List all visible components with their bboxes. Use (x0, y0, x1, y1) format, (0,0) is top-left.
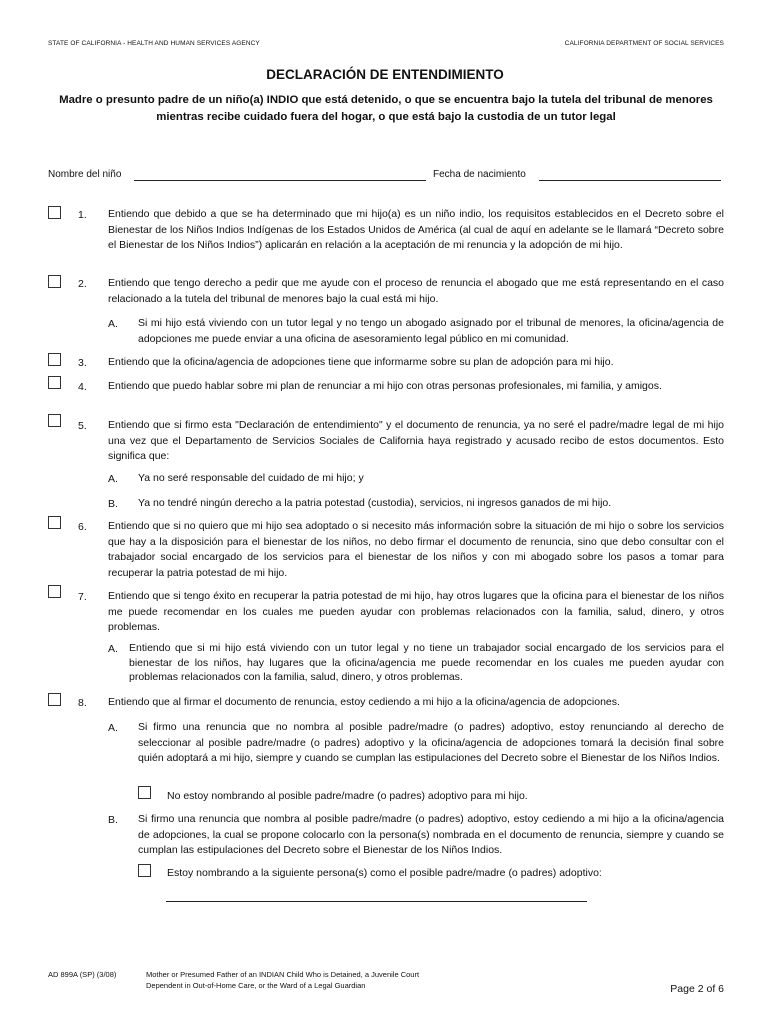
birth-date-field[interactable] (539, 169, 721, 181)
item-1-text: Entiendo que debido a que se ha determinado que mi hijo(a) es un niño indio, los requisitos establecidos en el Decreto sobre el Bienestar de los Niños Indios Indígenas de los Estados Unidos de América (al cual de aquí en adelante se le llamará “Decreto sobre el Bienestar de los Niños Indios”) aplicarán en relación a la aceptación de mi renuncia y la adopción de mi hijo. (108, 208, 724, 252)
item-4-text: Entiendo que puedo hablar sobre mi plan de renunciar a mi hijo con otras personas profesionales, mi familia, y amigos. (108, 380, 662, 392)
item-4-number: 4. (78, 381, 87, 393)
item-8-number: 8. (78, 697, 87, 709)
item-1-number: 1. (78, 209, 87, 221)
item-5-number: 5. (78, 420, 87, 432)
item-7-checkbox[interactable] (48, 585, 61, 598)
item-8b-text: Si firmo una renuncia que nombra al posible padre/madre (o padres) adoptivo, estoy cediendo a mi hijo a la oficina/agencia de adopciones, la cual se propone colocarlo con la persona(s) nombrada en el documento de renuncia, siempre y cuando se cumplan las estipulaciones del Decreto sobre el Bienestar de los Niños Indios. (138, 813, 724, 857)
item-2a-text: Si mi hijo está viviendo con un tutor legal y no tengo un abogado asignado por el tribunal de menores, la oficina/agencia de adopciones me puede enviar a una oficina de asesoramiento legal público en mi comunidad. (138, 317, 724, 345)
item-5b-letter: B. (108, 498, 118, 510)
no-adoptive-parent-checkbox[interactable] (138, 786, 151, 799)
item-7-text: Entiendo que si tengo éxito en recuperar la patria potestad de mi hijo, hay otros lugares que la oficina para el bienestar de los niños me puede recomendar en los cuales me pueden ayudar con problemas relacionados con la familia, salud, dinero, y otros problemas. (108, 590, 724, 634)
item-6-checkbox[interactable] (48, 516, 61, 529)
item-6-text: Entiendo que si no quiero que mi hijo sea adoptado o si necesito más información sobre la situación de mi hijo o sobre los servicios que hay a la disposición para el bienestar de los niños, no debo firmar el documento de renuncia, sino que debo consultar con el trabajador social encargado de los servicios para el bienestar de los niños y con mi abogado sobre los pasos a tomar para recuperar la patria potestad de mi hijo. (108, 520, 724, 580)
agency-header: STATE OF CALIFORNIA - HEALTH AND HUMAN SERVICES AGENCY (48, 40, 260, 47)
item-5a-text: Ya no seré responsable del cuidado de mi hijo; y (138, 472, 364, 484)
form-description-line1: Mother or Presumed Father of an INDIAN Child Who is Detained, a Juvenile Court (146, 970, 420, 979)
item-8a-letter: A. (108, 722, 118, 734)
item-8-text: Entiendo que al firmar el documento de renuncia, estoy cediendo a mi hijo a la oficina/agencia de adopciones. (108, 696, 620, 708)
item-5-text: Entiendo que si firmo esta "Declaración de entendimiento" y el documento de renuncia, ya no seré el padre/madre legal de mi hijo una vez que el Departamento de Servicios Sociales de California haya registrado y acusado recibo de estos documentos. Esto significa que: (108, 419, 724, 463)
item-7a-letter: A. (108, 643, 118, 655)
item-3-checkbox[interactable] (48, 353, 61, 366)
item-8-checkbox[interactable] (48, 693, 61, 706)
item-5b-text: Ya no tendré ningún derecho a la patria potestad (custodia), servicios, ni ingresos ganados de mi hijo. (138, 497, 612, 509)
item-1-checkbox[interactable] (48, 206, 61, 219)
item-2a-letter: A. (108, 318, 118, 330)
adoptive-parent-name-field[interactable] (166, 890, 587, 902)
birth-date-label: Fecha de nacimiento (433, 169, 526, 180)
child-name-label: Nombre del niño (48, 169, 122, 180)
department-header: CALIFORNIA DEPARTMENT OF SOCIAL SERVICES (564, 40, 724, 47)
item-3-number: 3. (78, 357, 87, 369)
page-subtitle: Madre o presunto padre de un niño(a) INDIO que está detenido, o que se encuentra bajo la tutela del tribunal de menores mientras recibe cuidado fuera del hogar, o que está bajo la custodia de un tutor legal (59, 94, 713, 123)
item-4-checkbox[interactable] (48, 376, 61, 389)
item-5a-letter: A. (108, 473, 118, 485)
item-8b-letter: B. (108, 814, 118, 826)
item-2-checkbox[interactable] (48, 275, 61, 288)
no-adoptive-parent-text: No estoy nombrando al posible padre/madre (o padres) adoptivo para mi hijo. (167, 790, 528, 802)
item-7-number: 7. (78, 591, 87, 603)
item-5-checkbox[interactable] (48, 414, 61, 427)
form-description-line2: Dependent in Out-of-Home Care, or the Ward of a Legal Guardian (146, 981, 366, 990)
child-name-field[interactable] (134, 169, 426, 181)
item-2-text: Entiendo que tengo derecho a pedir que me ayude con el proceso de renuncia el abogado que me está representando en el caso relacionado a la tutela del tribunal de menores bajo la cual está mi hijo. (108, 277, 724, 305)
item-3-text: Entiendo que la oficina/agencia de adopciones tiene que informarme sobre su plan de adopción para mi hijo. (108, 356, 614, 368)
naming-adoptive-parent-checkbox[interactable] (138, 864, 151, 877)
form-footer (48, 969, 419, 991)
item-6-number: 6. (78, 521, 87, 533)
page-number: Page 2 of 6 (670, 983, 724, 995)
item-8a-text: Si firmo una renuncia que no nombra al posible padre/madre (o padres) adoptivo, estoy renunciando al derecho de seleccionar al posible padre/madre (o padres) adoptivo y la oficina/agencia de adopciones tomará la decisión final sobre quién adoptará a mi hijo, siempre y cuando se cumplan las estipulaciones del Decreto sobre el Bienestar de los Niños Indios. (138, 721, 724, 765)
naming-adoptive-parent-text: Estoy nombrando a la siguiente persona(s) como el posible padre/madre (o padres) adoptivo: (167, 867, 602, 879)
form-code: AD 899A (SP) (3/08) (48, 970, 117, 979)
item-7a-text: Entiendo que si mi hijo está viviendo con un tutor legal y no tiene un trabajador social encargado de los servicios para el bienestar de los niños, hay lugares que la oficina/agencia me puede recomendar en los cuales me pueden ayudar con problemas relacionados con la familia, salud, dinero, y otros problemas. (129, 642, 724, 683)
page-title: DECLARACIÓN DE ENTENDIMIENTO (266, 67, 504, 82)
item-2-number: 2. (78, 278, 87, 290)
